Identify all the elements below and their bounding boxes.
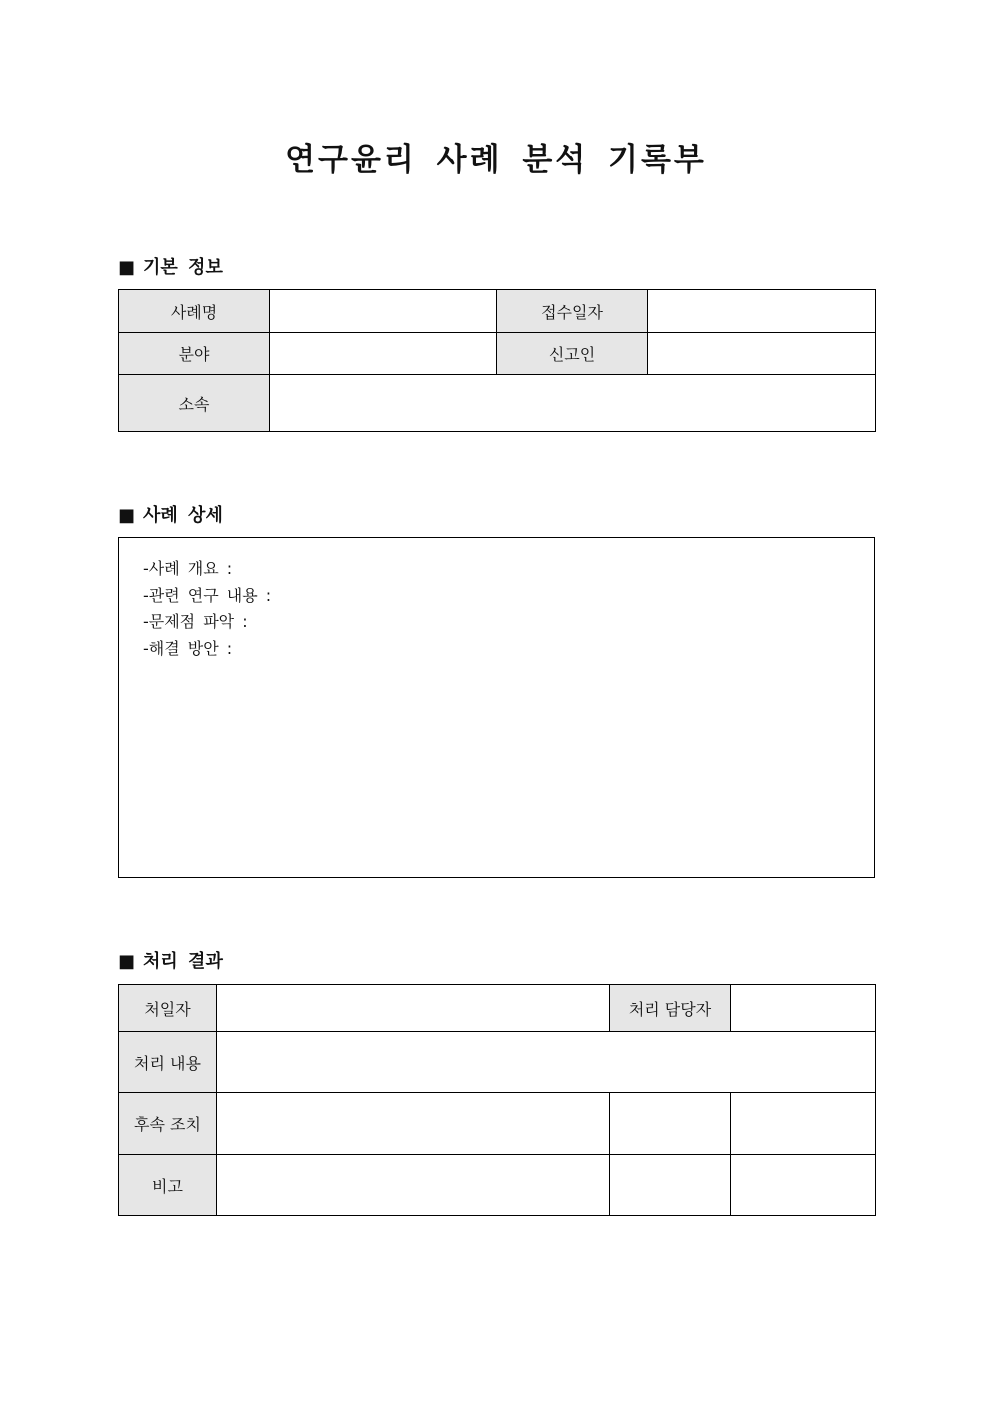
remarks-extra-field-2[interactable] <box>731 1155 876 1216</box>
basic-info-heading-text: 기본 정보 <box>143 257 223 278</box>
reporter-field[interactable] <box>648 333 876 375</box>
result-table <box>118 984 876 1216</box>
followup-label: 후속 조치 <box>119 1093 217 1155</box>
remarks-extra-field-1[interactable] <box>610 1155 731 1216</box>
affiliation-field[interactable] <box>270 375 876 432</box>
manager-label: 처리 담당자 <box>610 985 731 1032</box>
square-bullet-icon: ■ <box>118 257 136 278</box>
basic-info-table <box>118 289 876 432</box>
receipt-date-label: 접수일자 <box>497 290 648 333</box>
field-field[interactable] <box>270 333 497 375</box>
followup-extra-field-1[interactable] <box>610 1093 731 1155</box>
case-detail-heading <box>118 501 223 527</box>
reporter-label: 신고인 <box>497 333 648 375</box>
case-detail-heading-text: 사례 상세 <box>143 505 223 526</box>
case-overview-line: -사례 개요 : <box>143 559 233 578</box>
document-title: 연구윤리 사례 분석 기록부 <box>285 142 707 178</box>
process-content-field[interactable] <box>217 1032 876 1093</box>
related-research-line: -관련 연구 내용 : <box>143 585 272 605</box>
followup-extra-field-2[interactable] <box>731 1093 876 1155</box>
case-detail-box[interactable] <box>118 537 875 878</box>
problem-identification-line: -문제점 파악 : <box>143 612 248 631</box>
followup-field[interactable] <box>217 1093 610 1155</box>
process-date-field[interactable] <box>217 985 610 1032</box>
receipt-date-field[interactable] <box>648 290 876 333</box>
remarks-field[interactable] <box>217 1155 610 1216</box>
manager-field[interactable] <box>731 985 876 1032</box>
remarks-label: 비고 <box>119 1155 217 1216</box>
square-bullet-icon: ■ <box>118 951 136 972</box>
solution-line: -해결 방안 : <box>143 638 233 658</box>
result-heading-text: 처리 결과 <box>143 951 223 972</box>
affiliation-label: 소속 <box>119 375 270 432</box>
process-content-label: 처리 내용 <box>119 1032 217 1093</box>
case-name-field[interactable] <box>270 290 497 333</box>
process-date-label: 처일자 <box>119 985 217 1032</box>
result-heading <box>118 947 223 973</box>
square-bullet-icon: ■ <box>118 505 136 526</box>
basic-info-heading <box>118 253 223 279</box>
field-label: 분야 <box>119 333 270 375</box>
case-name-label: 사례명 <box>119 290 270 333</box>
